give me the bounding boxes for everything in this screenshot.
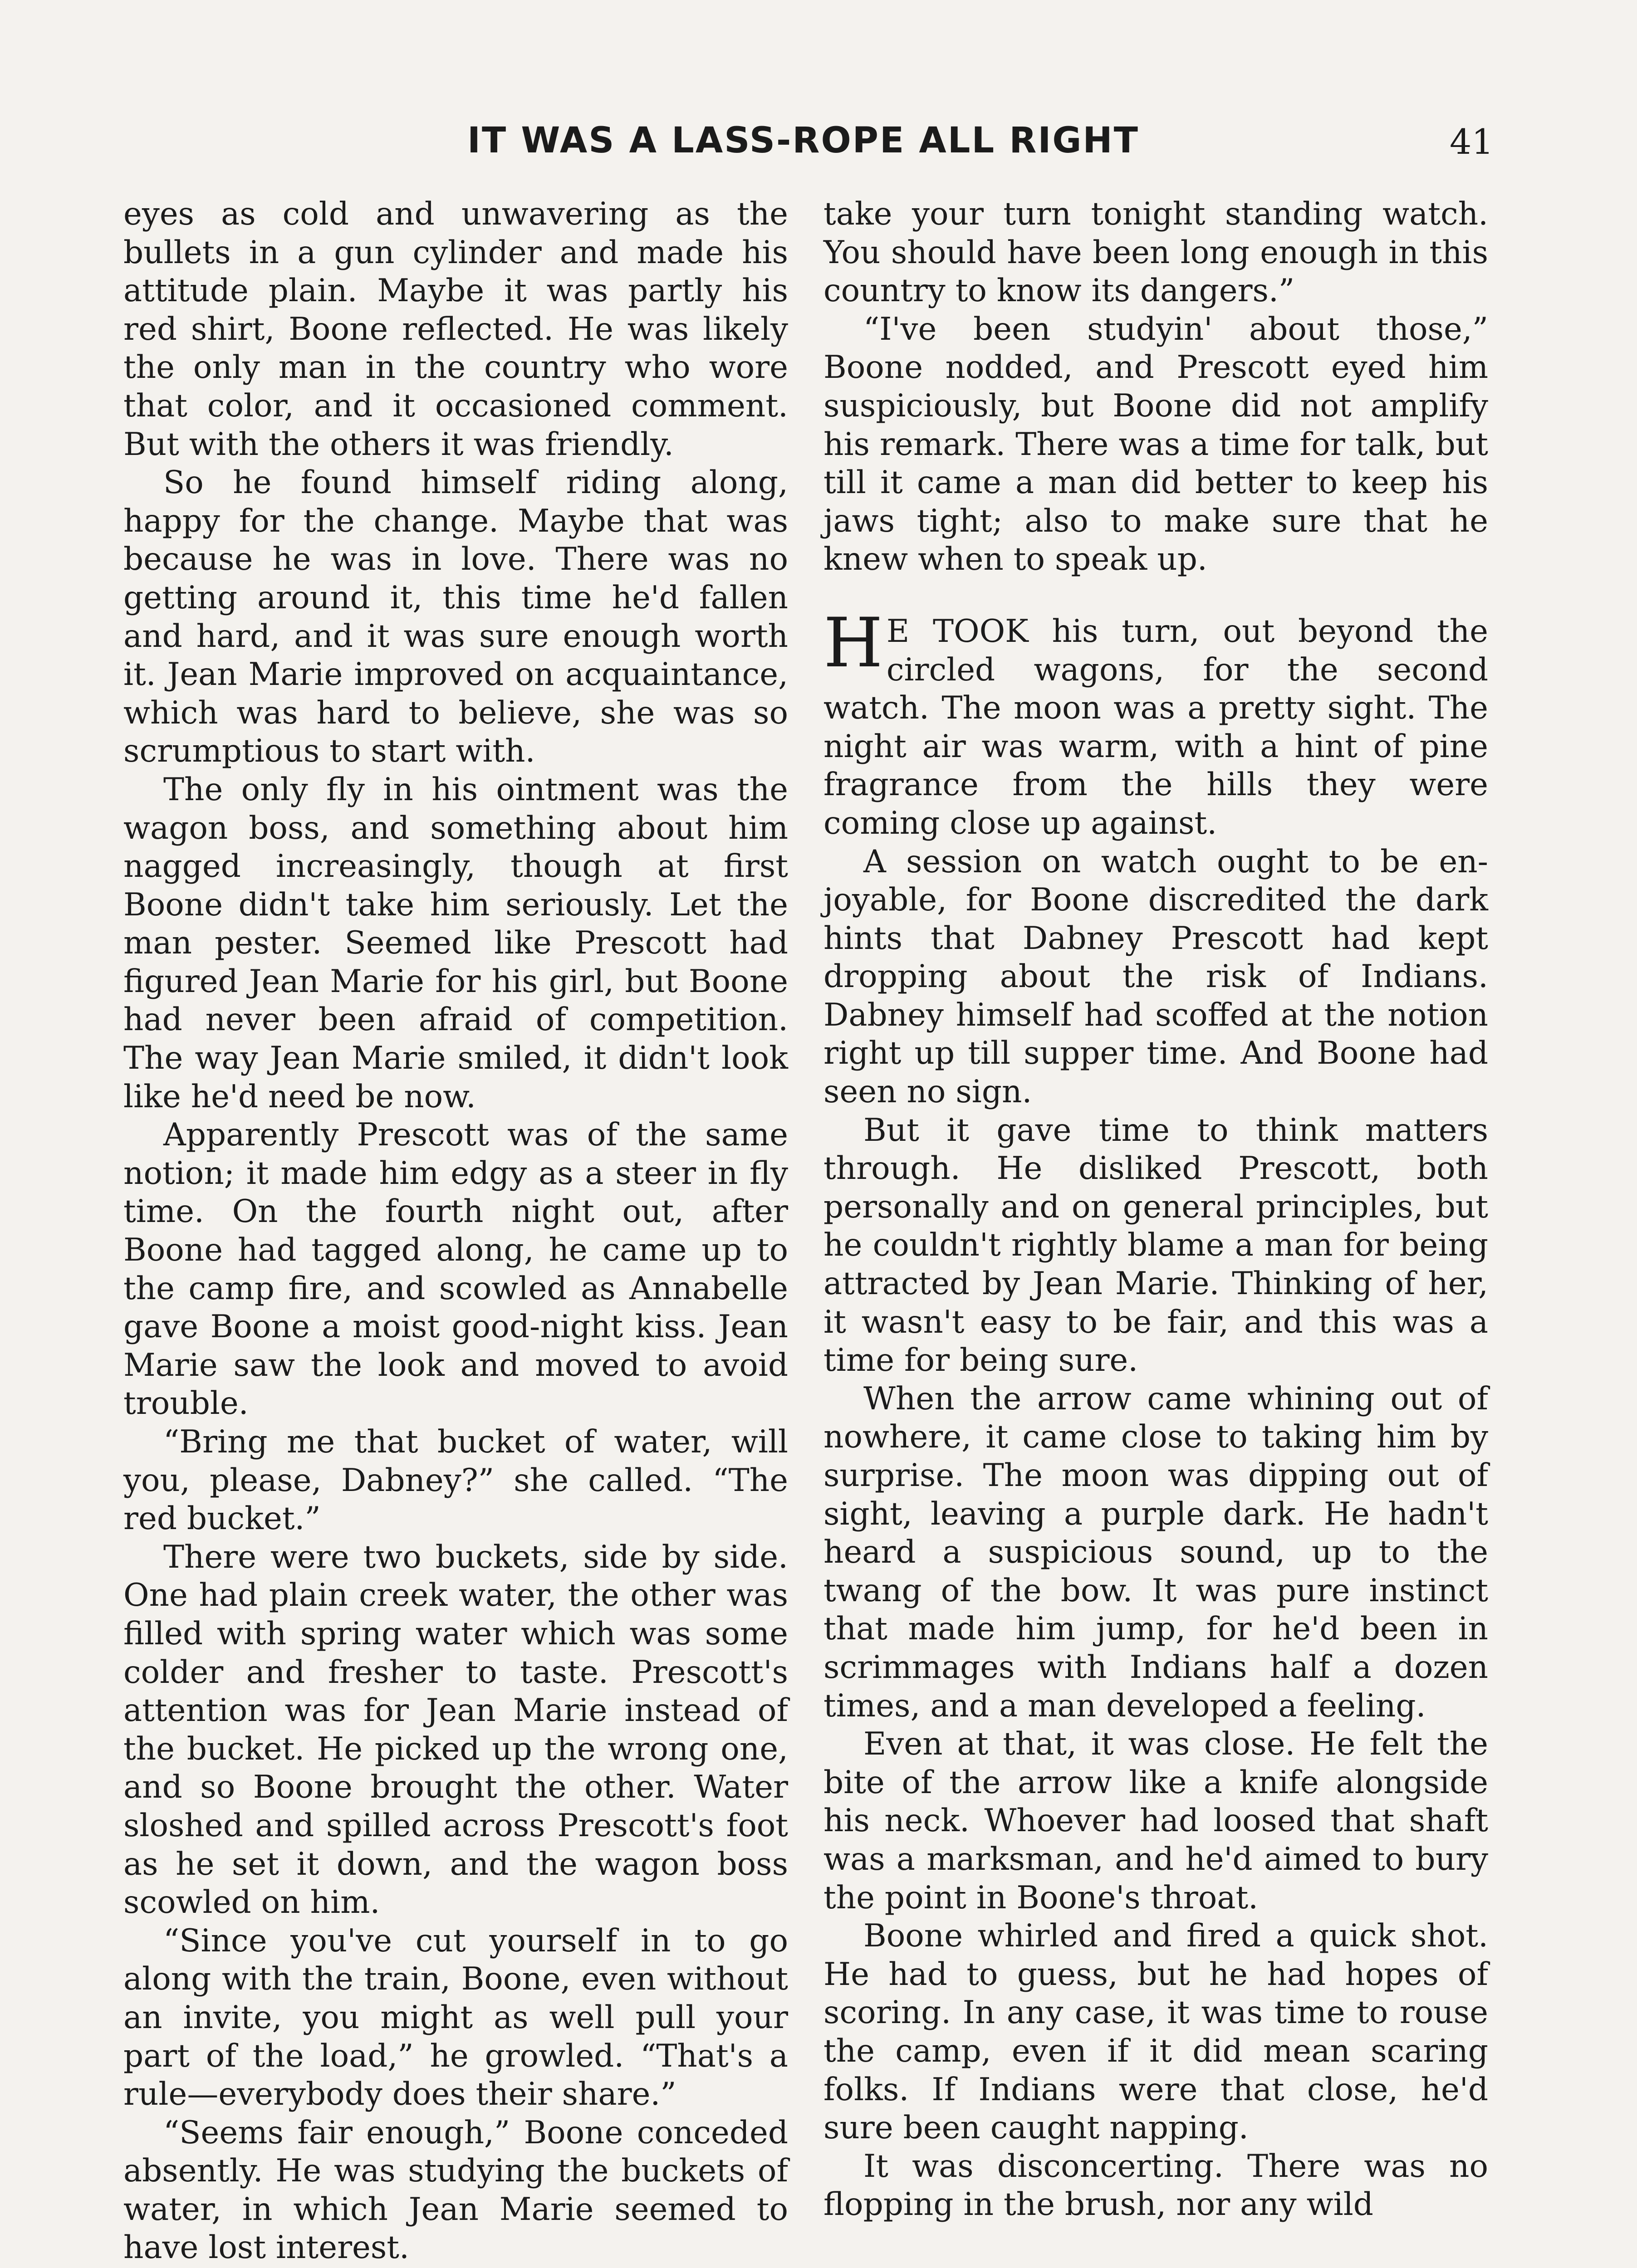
drop-cap: H	[823, 603, 883, 683]
section-opening-text: E TOOK his turn, out beyond the circled wagons, for the second watch. The moon was a pretty sight. The night air was warm, with a hint of pine fragrance from the hills they were coming close up against.	[823, 613, 1488, 841]
paragraph: take your turn tonight standing watch. You should have been long enough in this country to know its dangers.”	[823, 196, 1488, 309]
paragraph: Apparently Prescott was of the same notion; it made him edgy as a steer in fly time. On the fourth night out, after Boone had tagged along, he came up to the camp fire, and scowled as Annabelle gave Boone a moist good-night kiss. Jean Marie saw the look and moved to avoid trouble.	[123, 1117, 788, 1422]
paragraph: Even at that, it was close. He felt the bite of the arrow like a knife alongside his neck. Whoever had loosed that shaft was a marksman, and he'd aimed to bury the point in Boone's throat.	[823, 1726, 1488, 1916]
paragraph: When the arrow came whining out of nowhere, it came close to taking him by surprise. The moon was dipping out of sight, leaving a purple dark. He hadn't heard a suspicious sound, up to the twang of the bow. It was pure instinct that made him jump, for he'd been in scrimmages with Indians half a dozen times, and a man developed a feeling.	[823, 1380, 1488, 1724]
paragraph: It was disconcerting. There was no flopping in the brush, nor any wild	[823, 2148, 1488, 2223]
paragraph: A session on watch ought to be enjoyable, for Boone discredited the dark hints that Dabney Prescott had kept dropping about the risk of Indians. Dabney himself had scoffed at the notion right up till supper time. And Boone had seen no sign.	[823, 843, 1488, 1110]
paragraph: Boone whirled and fired a quick shot. He had to guess, but he had hopes of scoring. In any case, it was time to rouse the camp, even if it did mean scaring folks. If Indians were that close, he'd sure been caught napping.	[823, 1918, 1488, 2146]
paragraph: So he found himself riding along, happy for the change. Maybe that was because he was in love. There was no getting around it, this time he'd fallen and hard, and it was sure enough worth it. Jean Marie improved on acquaintance, which was hard to believe, she was so scrumptious to start with.	[123, 464, 788, 770]
paragraph: But it gave time to think matters through. He disliked Prescott, both personally and on general principles, but he couldn't rightly blame a man for being attracted by Jean Marie. Thinking of her, it wasn't easy to be fair, and this was a time for being sure.	[823, 1112, 1488, 1379]
paragraph: The only fly in his ointment was the wagon boss, and something about him nagged increasingly, though at first Boone didn't take him seriously. Let the man pester. Seemed like Prescott had figured Jean Marie for his girl, but Boone had never been afraid of competition. The way Jean Marie smiled, it didn't look like he'd need be now.	[123, 771, 788, 1115]
left-column	[123, 195, 788, 2268]
page-number: 41	[1450, 122, 1494, 162]
paragraph: “Bring me that bucket of water, will you, please, Dabney?” she called. “The red bucket.”	[123, 1424, 788, 1537]
paragraph: “I've been studyin' about those,” Boone nodded, and Prescott eyed him suspiciously, but Boone did not amplify his remark. There was a time for talk, but till it came a man did better to keep his jaws tight; also to make sure that he knew when to speak up.	[823, 311, 1488, 578]
paragraph: eyes as cold and unwavering as the bullets in a gun cylinder and made his attitude plain. Maybe it was partly his red shirt, Boone reflected. He was likely the only man in the country who wore that color, and it occasioned comment. But with the others it was friendly.	[123, 196, 788, 463]
paragraph: “Seems fair enough,” Boone conceded absently. He was studying the buckets of water, in which Jean Marie seemed to have lost interest.	[123, 2114, 788, 2266]
running-title: IT WAS A LASS-ROPE ALL RIGHT	[467, 120, 1139, 161]
paragraph: “Since you've cut yourself in to go along with the train, Boone, even without an invite, you might as well pull your part of the load,” he growled. “That's a rule—everybody does their share.”	[123, 1922, 788, 2113]
paragraph: There were two buckets, side by side. One had plain creek water, the other was filled with spring water which was some colder and fresher to taste. Prescott's attention was for Jean Marie instead of the bucket. He picked up the wrong one, and so Boone brought the other. Water sloshed and spilled across Prescott's foot as he set it down, and the wagon boss scowled on him.	[123, 1539, 788, 1921]
right-column	[823, 195, 1488, 2224]
section-opening-paragraph	[823, 603, 1488, 843]
